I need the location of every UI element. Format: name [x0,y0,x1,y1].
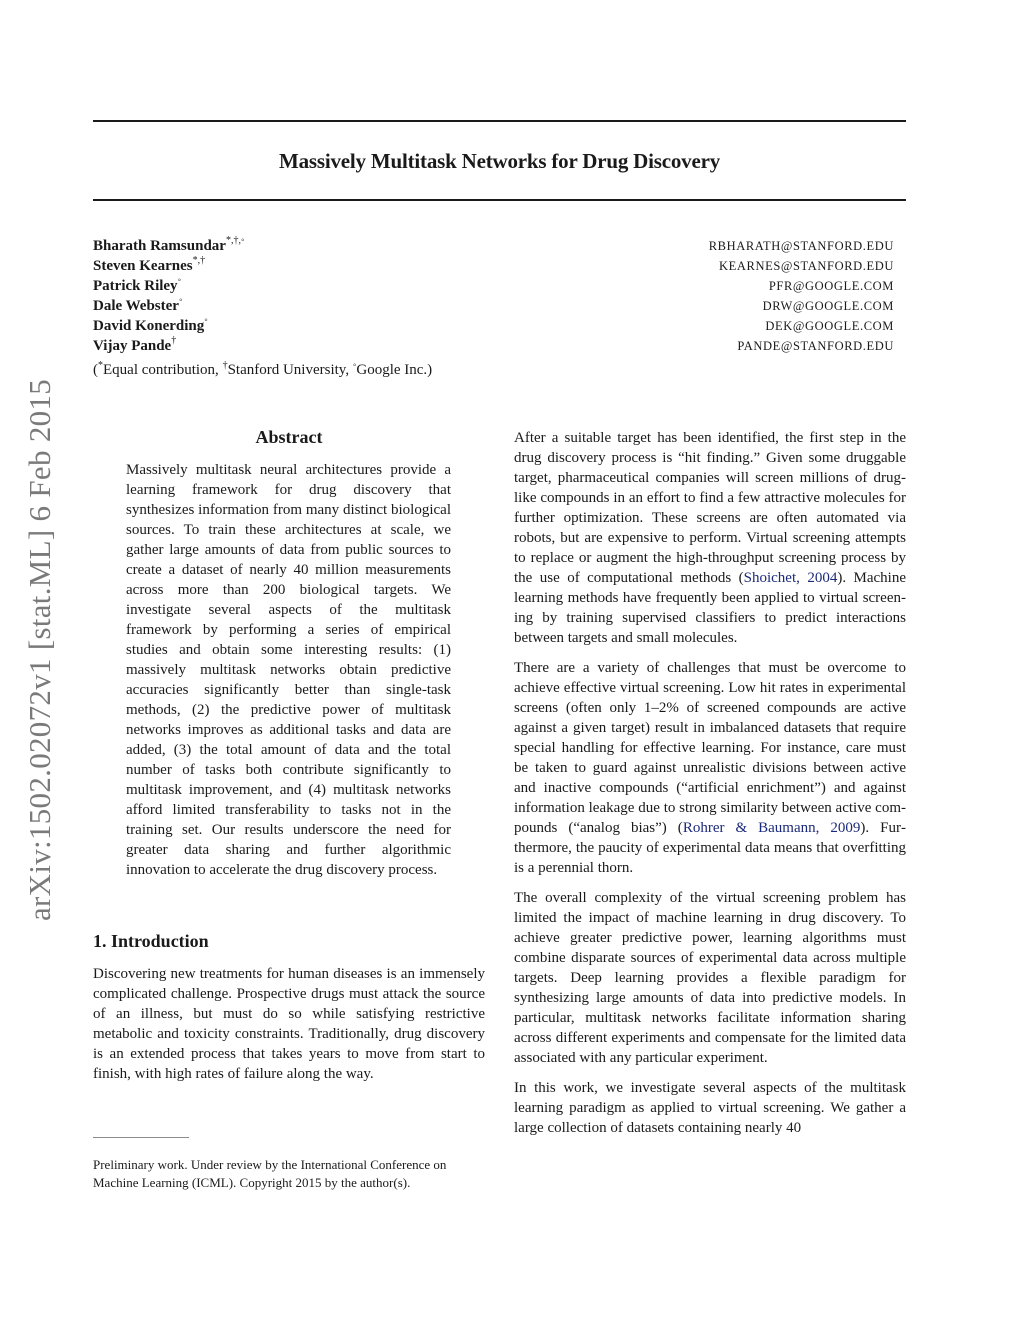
citation-link[interactable]: Rohrer & Baumann, 2009 [682,820,861,836]
author-name-text: Bharath Ramsundar [93,238,226,254]
author-email: KEARNES@STANFORD.EDU [719,259,894,273]
affiliation-note [93,360,513,380]
affiliation-marks: ◦ [178,295,183,306]
author-name-text: Steven Kearnes [93,258,193,274]
author-name [93,276,513,296]
author-list [93,236,513,380]
affiliation-marks: † [171,335,177,346]
paragraph-text: ). Furthermore, the paucity of experimental data means that overfitting is a perennial thorn. [514,820,906,876]
note-text: Stanford University, [227,362,353,378]
body-paragraph [514,658,906,878]
footnote-rule [93,1137,189,1138]
affiliation-marks: ◦ [204,315,208,326]
author-email: PANDE@STANFORD.EDU [737,339,894,353]
left-column [93,424,485,1094]
author-name-text: Vijay Pande [93,338,172,354]
body-paragraph: In this work, we investigate several aspects of the multitask learning paradigm as applied to virtual screening. We gather a large collection of datasets containing nearly 40 [514,1080,906,1136]
note-text: Google Inc.) [356,362,433,378]
author-email: RBHARATH@STANFORD.EDU [708,239,894,253]
note-mark: † [222,360,228,371]
affiliation-marks: *,† [192,255,206,266]
right-column [514,428,906,1148]
paper-title: Massively Multitask Networks for Drug Discovery [278,149,721,173]
arxiv-side-stamp: arXiv:1502.02072v1 [stat.ML] 6 Feb 2015 [22,378,57,922]
abstract-heading: Abstract [255,427,323,447]
section-heading-introduction: 1. Introduction [93,931,209,951]
abstract-body: Massively multitask neural architectures provide a learning framework for drug discovery that synthesizes information from many distinct biological sources. To train these architectures at scale, we gather large amounts of data from public sources to create a dataset of nearly 40 million measurements across more than 200 biological targets. We investigate several aspects of the multitask framework by performing a series of empirical studies and obtain some interesting results: (1) massively multitask networks obtain predictive accuracies significantly better than single-task methods, (2) the predictive power of multitask networks improves as additional tasks and data are added, (3) the total amount of data and the total number of tasks both contribute significantly to multitask improvement, and (4) multitask networks afford limited transferability to tasks not in the training set. Our results underscore the need for greater data sharing and further algorithmic innovation to accelerate the drug discovery process. [126,462,451,878]
note-text: Equal contribution, [103,362,223,378]
intro-paragraph: Discovering new treatments for human diseases is an immensely complicated challenge. Prospective drugs must attack the source of an illness, but must do so while satisfying restrictive metabolic and toxicity constraints. Traditionally, drug discovery is an extended process that takes years to move from start to finish, with high rates of failure along the way. [93,966,485,1082]
citation-link[interactable]: Shoichet, 2004 [743,570,838,586]
author-name [93,316,513,336]
affiliation-marks: ◦ [177,275,182,286]
author-email: DRW@GOOGLE.COM [762,299,894,313]
author-name [93,296,513,316]
author-name [93,236,513,256]
note-paren: ( [93,362,98,378]
title-top-rule [93,120,906,122]
paragraph-text: There are a variety of challenges that must be overcome to achieve effective virtual screening. Low hit rates in experimental screens (often only 1–2% of screened compounds are active against a given target) result in imbalanced datasets that require special handling for effective learning. For instance, care must be taken to guard against unrealistic divisions between active and inactive compounds (“artificial enrichment”) and against information leakage due to strong similarity between active compounds (“analog bias”) ( [514,660,906,836]
body-paragraph [514,428,906,648]
author-email: PFR@GOOGLE.COM [768,279,894,293]
paragraph-text: After a suitable target has been identified, the first step in the drug discovery process is “hit finding.” Given some druggable target, pharmaceutical companies will screen millions of drug-like compounds in an effort to find a few attractive molecules for further optimization. These screens are often automated via robots, but are expensive to perform. Virtual screening attempts to replace or augment the high-throughput screening process by the use of computational methods ( [514,430,906,586]
paragraph-text: ). Machine learning methods have frequently been applied to virtual screening by training supervised classifiers to predict interactions between targets and small molecules. [514,570,906,646]
note-mark: * [98,360,103,371]
author-name-text: David Konerding [93,318,205,334]
body-paragraph: The overall complexity of the virtual screening problem has limited the impact of machine learning in drug discovery. To achieve greater predictive power, learning algorithms must combine disparate sources of experimental data across multiple targets. Deep learning provides a flexible paradigm for synthesizing large amounts of data into predictive models. In particular, multitask networks facilitate information sharing across different experiments and compensate for the limited data associated with any particular experiment. [514,890,906,1066]
author-emails [709,236,894,356]
note-mark: ◦ [352,360,357,371]
author-name [93,336,513,356]
author-email: DEK@GOOGLE.COM [765,319,894,333]
author-name-text: Dale Webster [93,298,179,314]
author-name [93,256,513,276]
affiliation-marks: *,†,◦ [225,235,245,246]
title-bottom-rule [93,199,906,201]
footnote: Preliminary work. Under review by the International Conference on Machine Learning (ICML). Copyright 2015 by the author(s). [93,1157,447,1190]
author-name-text: Patrick Riley [93,278,178,294]
